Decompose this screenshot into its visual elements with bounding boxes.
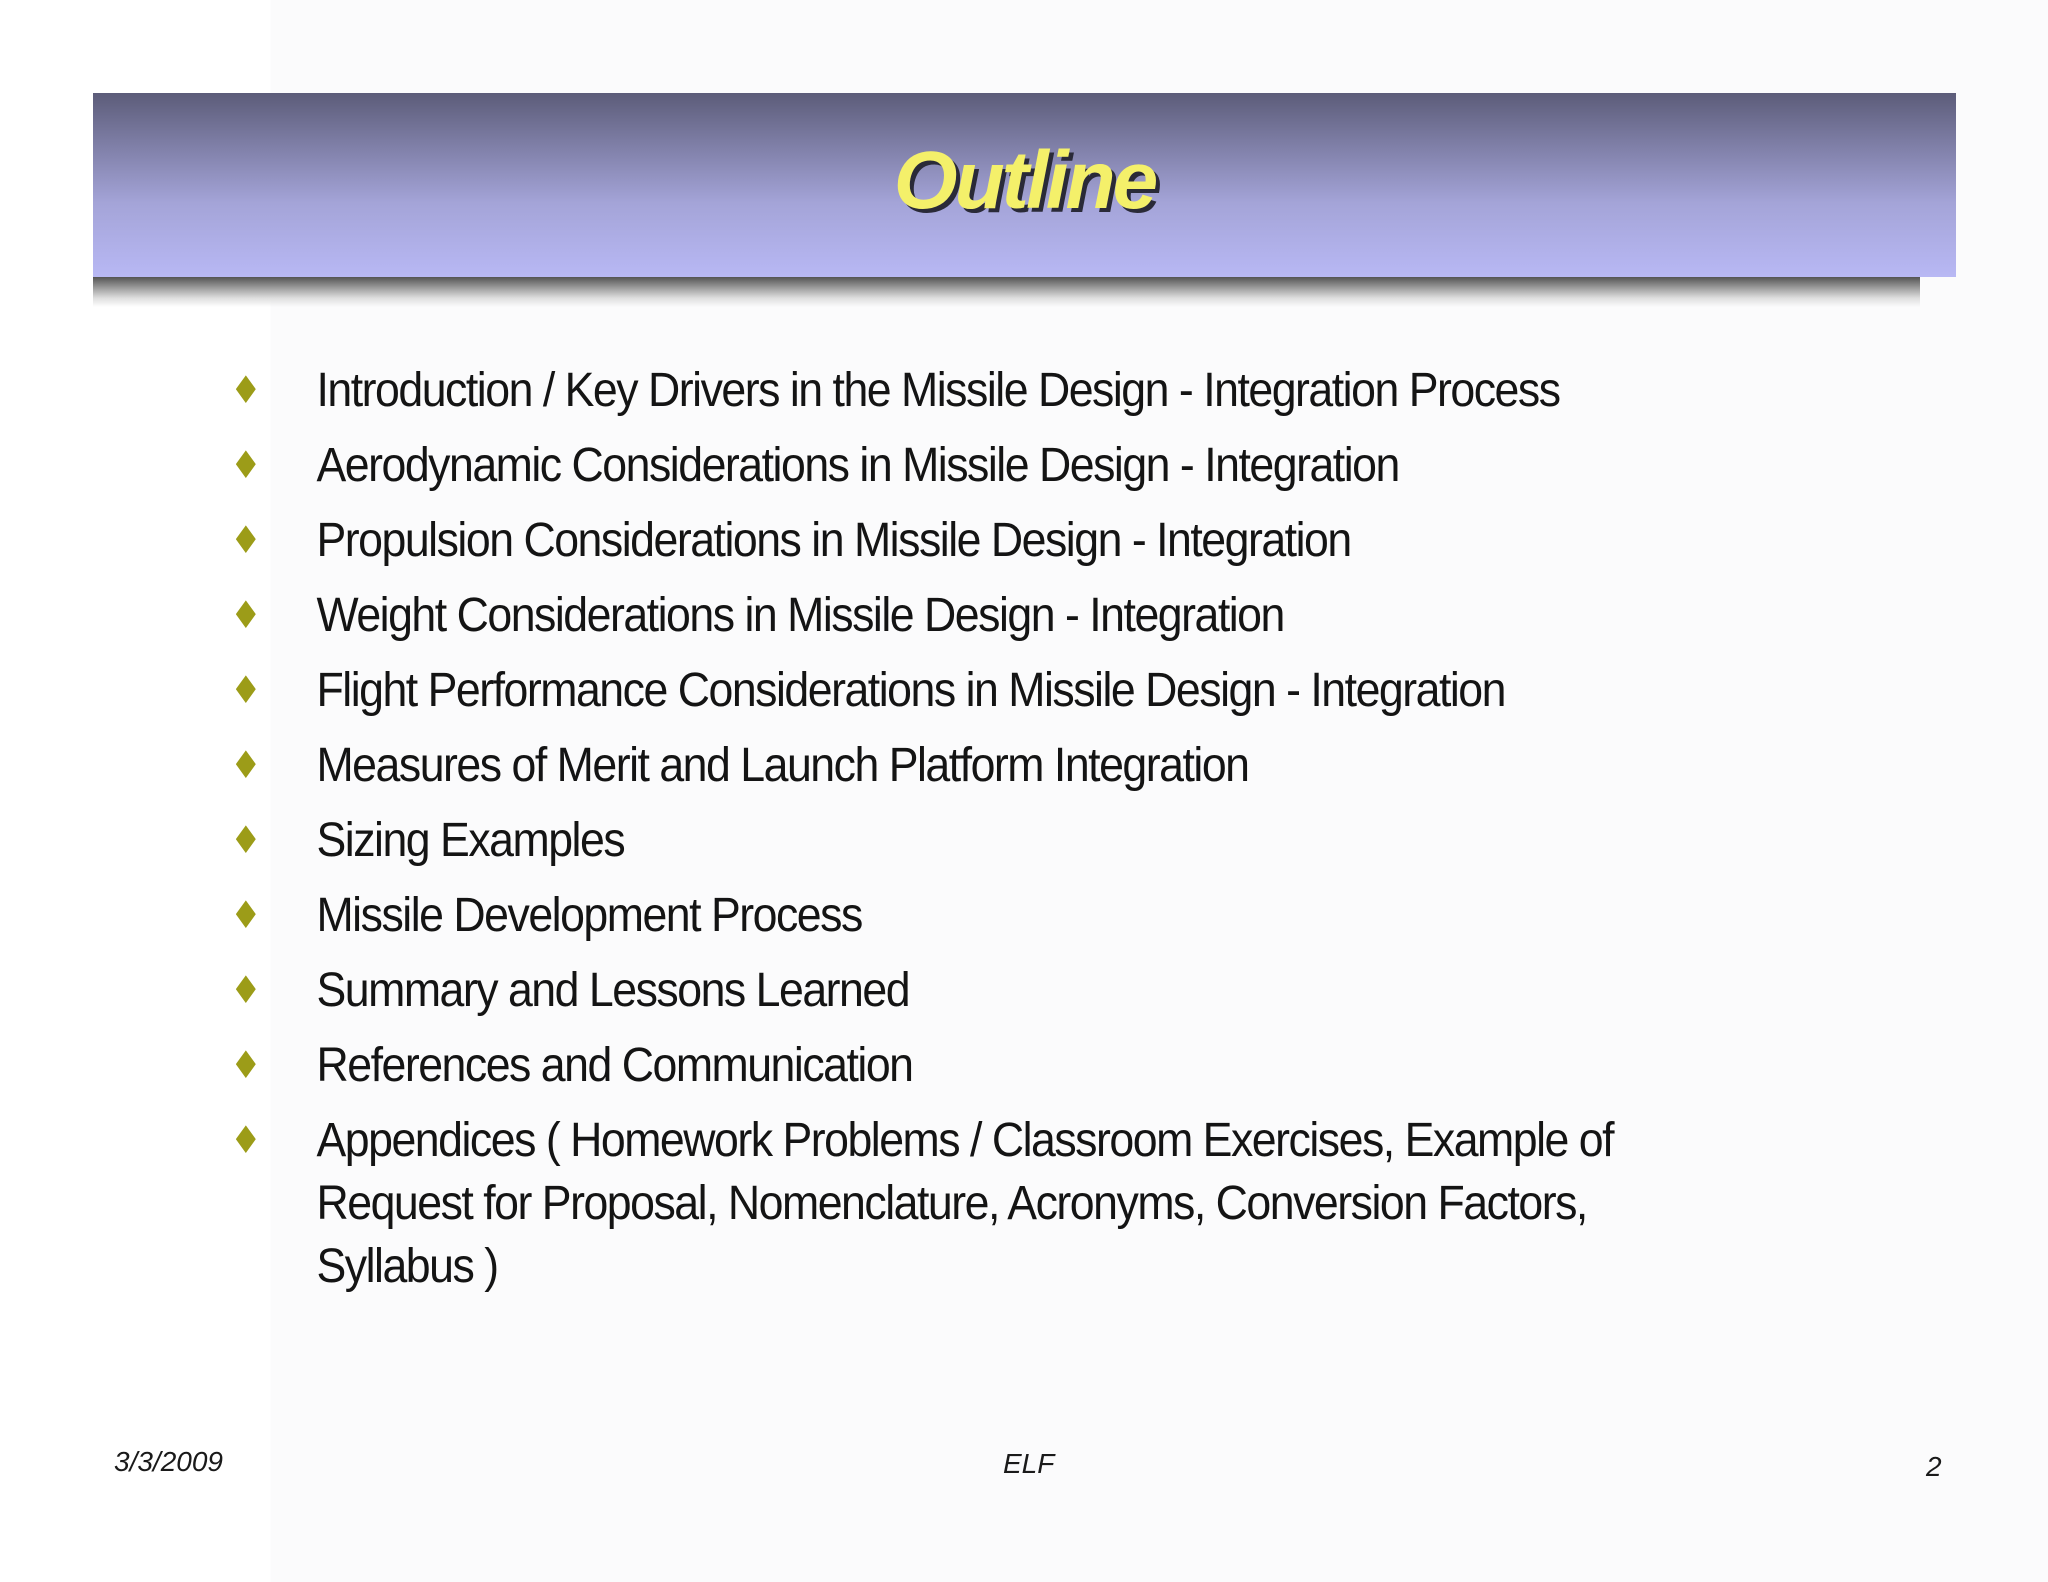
footer-label: ELF (1003, 1448, 1055, 1479)
outline-item-text: Introduction / Key Drivers in the Missile Design - Integration Process (316, 364, 1560, 417)
outline-item-text: Measures of Merit and Launch Platform Integration (316, 739, 1249, 792)
diamond-bullet-icon: ♦ (230, 893, 262, 937)
outline-item-text: Missile Development Process (316, 889, 862, 942)
diamond-bullet-icon: ♦ (230, 368, 262, 412)
diamond-bullet-icon: ♦ (230, 593, 262, 637)
diamond-bullet-icon: ♦ (230, 443, 262, 487)
outline-item-text: References and Communication (316, 1039, 913, 1092)
footer-date: 3/3/2009 (114, 1446, 223, 1477)
outline-item (230, 434, 1681, 497)
outline-list (230, 359, 1790, 1310)
outline-item (230, 959, 1681, 1022)
outline-item (230, 884, 1681, 947)
outline-item-text: Weight Considerations in Missile Design - Integration (316, 589, 1284, 642)
diamond-bullet-icon: ♦ (230, 968, 262, 1012)
outline-item (230, 509, 1681, 572)
outline-item (230, 584, 1681, 647)
outline-item (230, 659, 1681, 722)
slide-title: Outline (893, 135, 1156, 226)
diamond-bullet-icon: ♦ (230, 1043, 262, 1087)
diamond-bullet-icon: ♦ (230, 1118, 262, 1162)
outline-item-text: Aerodynamic Considerations in Missile Design - Integration (316, 439, 1399, 492)
outline-item (230, 1109, 1681, 1298)
outline-item (230, 359, 1681, 422)
outline-item-text: Summary and Lessons Learned (316, 964, 910, 1017)
diamond-bullet-icon: ♦ (230, 818, 262, 862)
outline-item-text: Appendices ( Homework Problems / Classroom Exercises, Example of Request for Proposal, Nomenclature, Acronyms, Conversion Factors, Syllabus ) (316, 1114, 1614, 1293)
page-number: 2 (1926, 1451, 1942, 1482)
diamond-bullet-icon: ♦ (230, 668, 262, 712)
outline-item (230, 1034, 1681, 1097)
title-banner-shadow (93, 277, 1920, 307)
outline-item-text: Flight Performance Considerations in Missile Design - Integration (316, 664, 1505, 717)
diamond-bullet-icon: ♦ (230, 518, 262, 562)
diamond-bullet-icon: ♦ (230, 743, 262, 787)
outline-item-text: Sizing Examples (316, 814, 625, 867)
outline-item (230, 734, 1681, 797)
outline-item (230, 809, 1681, 872)
outline-item-text: Propulsion Considerations in Missile Design - Integration (316, 514, 1351, 567)
